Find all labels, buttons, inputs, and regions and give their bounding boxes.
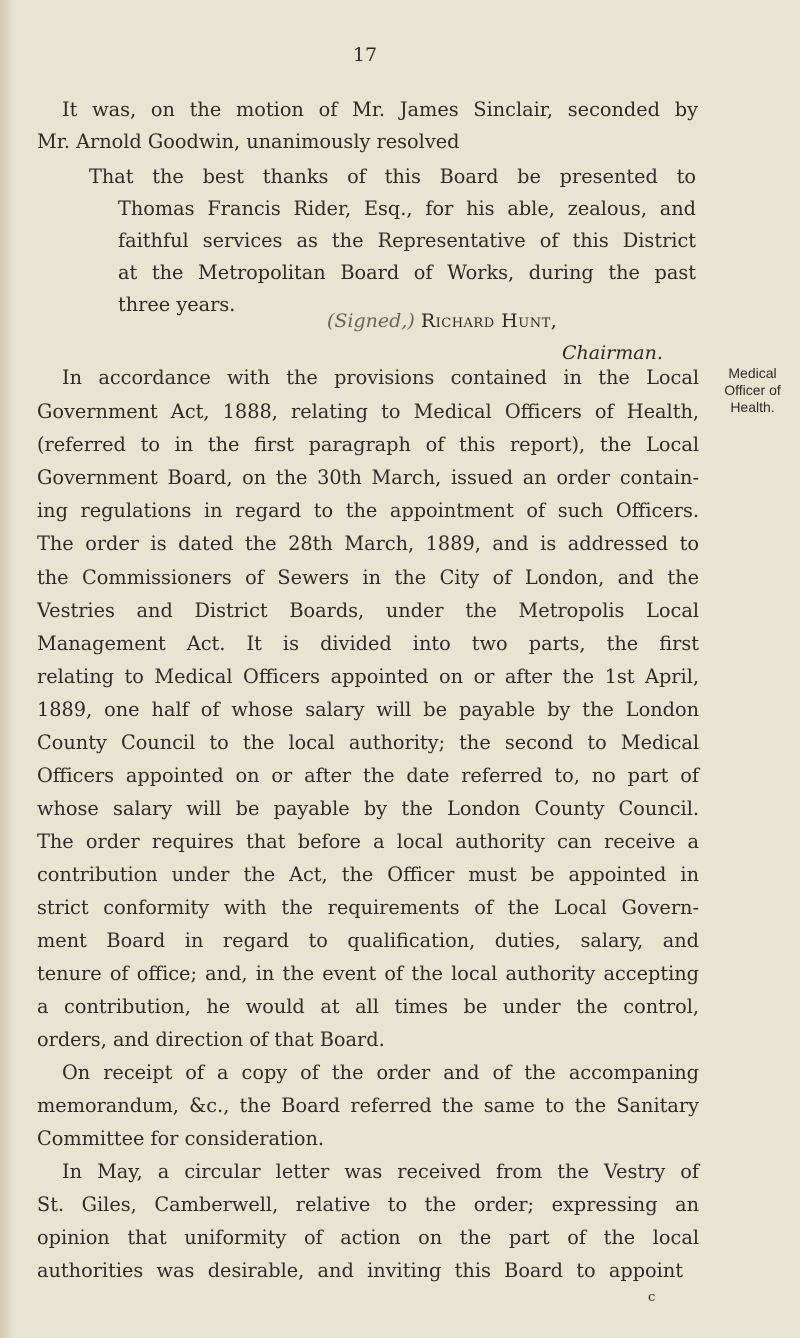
resolution-line: faithful services as the Representative of this District	[118, 229, 696, 252]
paragraph-2-line: 1889, one half of whose salary will be payable by the London	[37, 698, 699, 721]
resolution-line: That the best thanks of this Board be presented to	[89, 165, 696, 188]
page-number: 17	[352, 44, 378, 66]
paragraph-2-line: ment Board in regard to qualification, duties, salary, and	[37, 929, 699, 952]
paragraph-2-line: The order is dated the 28th March, 1889, and is addressed to	[37, 532, 699, 555]
signature-mark: c	[648, 1290, 656, 1305]
signatory-name: Richard Hunt,	[420, 310, 558, 332]
margin-note-line: Officer of	[724, 382, 781, 398]
margin-note	[705, 365, 800, 416]
resolution-line: three years.	[118, 293, 236, 316]
paragraph-2-line: Vestries and District Boards, under the Metropolis Local	[37, 599, 699, 622]
paragraph-2-line: relating to Medical Officers appointed on or after the 1st April,	[37, 665, 699, 688]
paragraph-2-line: ing regulations in regard to the appointment of such Officers.	[37, 499, 699, 522]
paragraph-1-line: It was, on the motion of Mr. James Sinclair, seconded by	[62, 98, 698, 121]
paragraph-4-line: In May, a circular letter was received from the Vestry of	[62, 1160, 699, 1183]
paragraph-2-line: The order requires that before a local authority can receive a	[37, 830, 699, 853]
signed-note: (Signed,)	[327, 310, 415, 332]
paragraph-2-line: orders, and direction of that Board.	[37, 1028, 385, 1051]
paragraph-2-line: tenure of office; and, in the event of the local authority accepting	[37, 962, 699, 985]
paragraph-2-line: Officers appointed on or after the date referred to, no part of	[37, 764, 699, 787]
resolution-line: at the Metropolitan Board of Works, during the past	[118, 261, 696, 284]
paragraph-4-line: St. Giles, Camberwell, relative to the order; expressing an	[37, 1193, 699, 1216]
margin-note-line: Medical	[728, 365, 777, 381]
margin-note-line: Health.	[730, 399, 775, 415]
paragraph-2-line: In accordance with the provisions contained in the Local	[62, 366, 699, 389]
paragraph-2-line: Government Act, 1888, relating to Medical Officers of Health,	[37, 400, 699, 423]
paragraph-2-line: strict conformity with the requirements of the Local Govern-	[37, 896, 699, 919]
paragraph-4-line: authorities was desirable, and inviting this Board to appoint	[37, 1259, 683, 1282]
paragraph-3-line: memorandum, &c., the Board referred the same to the Sanitary	[37, 1094, 699, 1117]
paragraph-1-line: Mr. Arnold Goodwin, unanimously resolved	[37, 130, 460, 153]
paragraph-2-line: a contribution, he would at all times be under the control,	[37, 995, 699, 1018]
paragraph-2-line: County Council to the local authority; the second to Medical	[37, 731, 699, 754]
signature	[327, 310, 557, 332]
paragraph-2-line: the Commissioners of Sewers in the City of London, and the	[37, 566, 699, 589]
paragraph-3-line: On receipt of a copy of the order and of the accompaning	[62, 1061, 699, 1084]
paragraph-2-line: contribution under the Act, the Officer must be appointed in	[37, 863, 699, 886]
paragraph-2-line: (referred to in the first paragraph of this report), the Local	[37, 433, 699, 456]
paragraph-3-line: Committee for consideration.	[37, 1127, 325, 1150]
paragraph-2-line: Management Act. It is divided into two parts, the first	[37, 632, 699, 655]
page-edge-shadow	[0, 0, 14, 1338]
paragraph-2-line: Government Board, on the 30th March, issued an order contain-	[37, 466, 699, 489]
resolution-line: Thomas Francis Rider, Esq., for his able, zealous, and	[118, 197, 696, 220]
paragraph-4-line: opinion that uniformity of action on the part of the local	[37, 1226, 699, 1249]
signatory-title: Chairman.	[562, 342, 663, 364]
paragraph-2-line: whose salary will be payable by the London County Council.	[37, 797, 699, 820]
